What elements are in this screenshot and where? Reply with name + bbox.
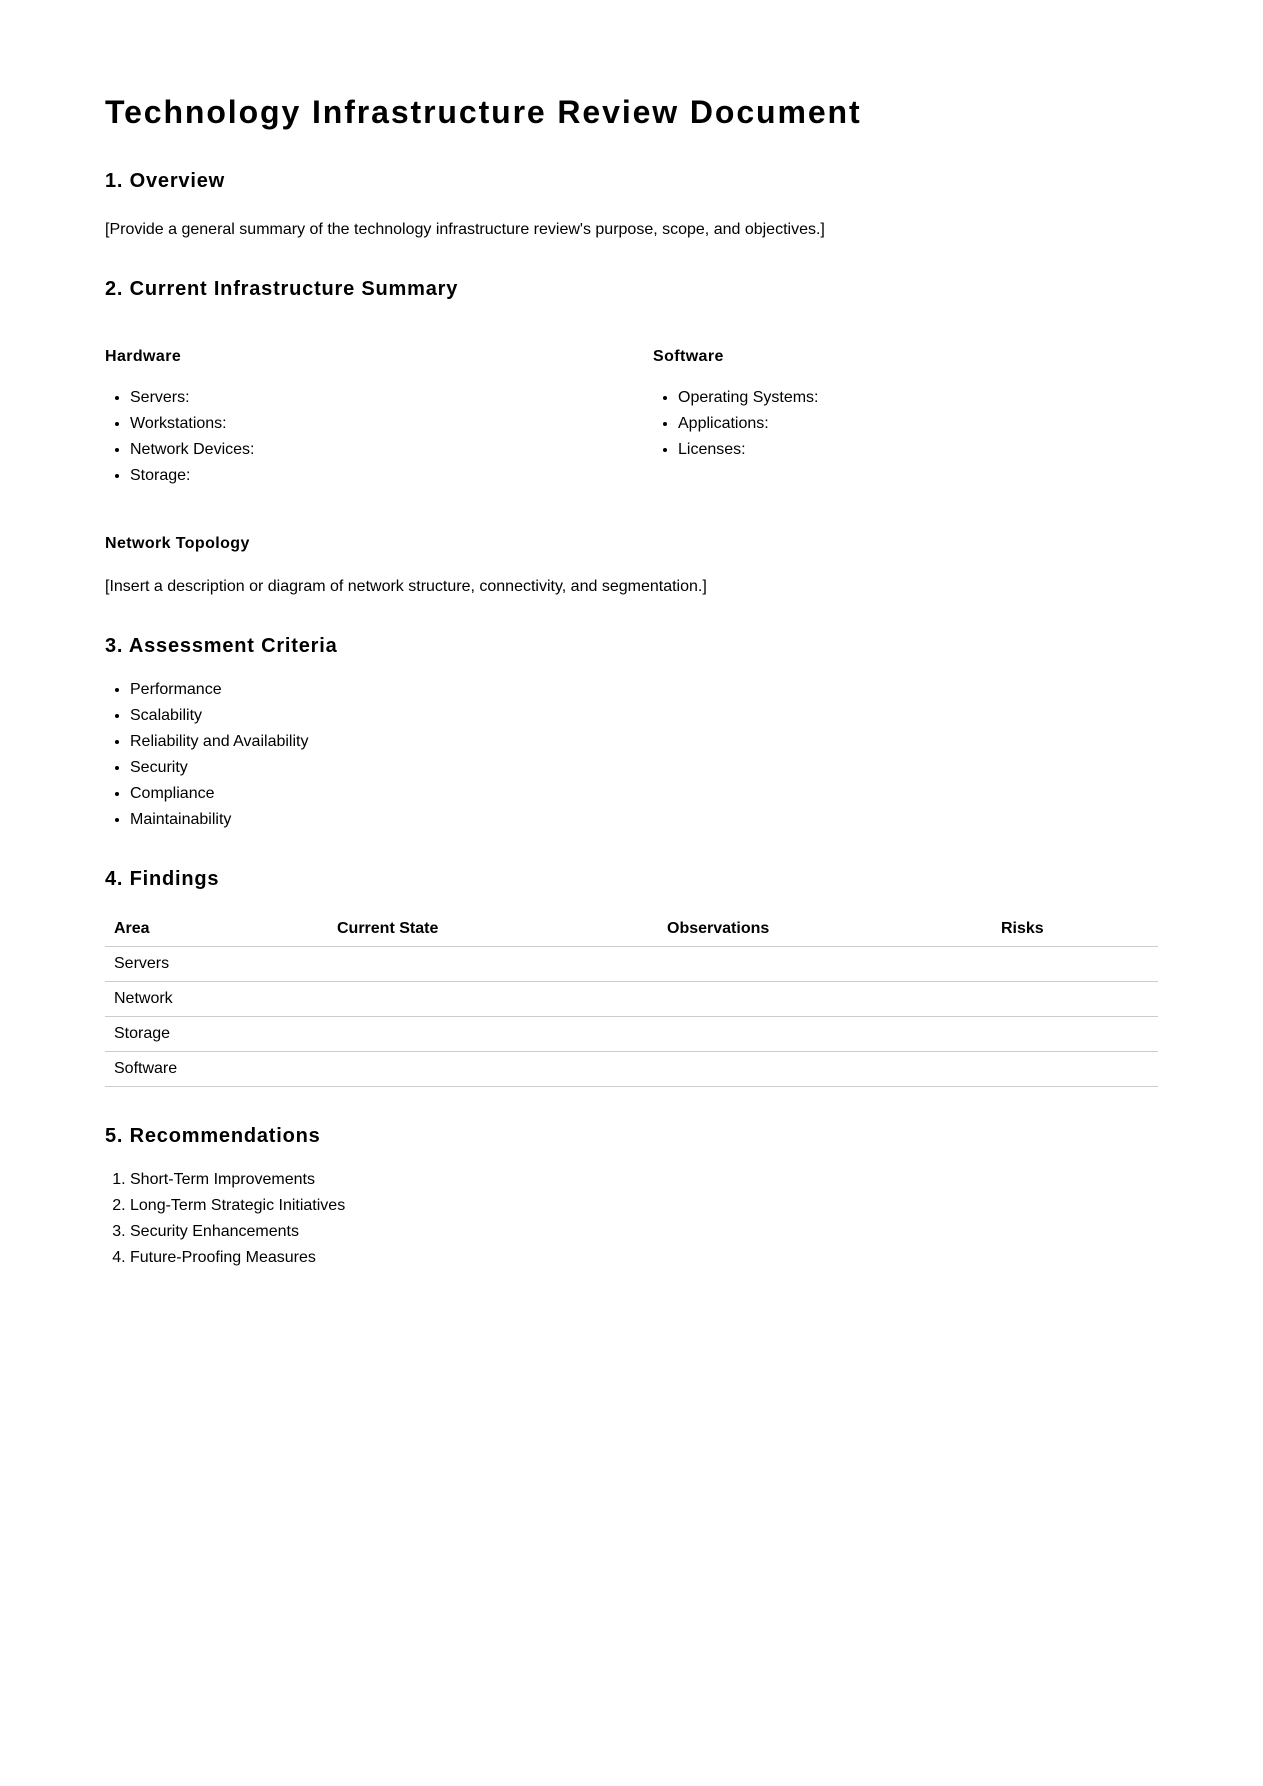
table-row xyxy=(105,946,1158,981)
list-item-security: • Security xyxy=(130,755,1158,781)
table-header-row xyxy=(105,911,1158,947)
cell-current-state xyxy=(328,1051,658,1086)
cell-observations xyxy=(658,981,992,1016)
section-recommendations xyxy=(105,1122,1158,1272)
column-header-observations: Observations xyxy=(658,911,992,947)
list-item-applications: • Applications: xyxy=(678,411,1158,437)
table-row xyxy=(105,981,1158,1016)
section-heading-recommendations: 5. Recommendations xyxy=(105,1124,321,1147)
section-overview xyxy=(105,167,1158,242)
list-item-short-term-improvements: 1. Short-Term Improvements xyxy=(130,1167,1158,1193)
cell-observations xyxy=(658,1016,992,1051)
cell-area: Servers xyxy=(105,946,328,981)
cell-risks xyxy=(992,981,1158,1016)
software-column xyxy=(653,345,1158,489)
software-list xyxy=(653,385,1158,463)
section-infrastructure-summary xyxy=(105,275,1158,599)
document-page xyxy=(105,0,1158,1271)
cell-current-state xyxy=(328,1016,658,1051)
cell-risks xyxy=(992,1016,1158,1051)
column-header-risks: Risks xyxy=(992,911,1158,947)
column-header-current-state: Current State xyxy=(328,911,658,947)
cell-risks xyxy=(992,1051,1158,1086)
list-item-storage: • Storage: xyxy=(130,463,610,489)
column-header-area: Area xyxy=(105,911,328,947)
list-item-network-devices: • Network Devices: xyxy=(130,437,610,463)
section-heading-overview: 1. Overview xyxy=(105,170,225,192)
subheading-hardware: Hardware xyxy=(105,347,182,365)
cell-observations xyxy=(658,946,992,981)
list-item-scalability: • Scalability xyxy=(130,703,1158,729)
table-row xyxy=(105,1016,1158,1051)
cell-risks xyxy=(992,946,1158,981)
network-topology-placeholder-text: [Insert a description or diagram of network structure, connectivity, and segmentation.] xyxy=(105,577,707,595)
overview-placeholder-text: [Provide a general summary of the technology infrastructure review's purpose, scope, and objectives.] xyxy=(105,220,825,238)
list-item-performance: • Performance xyxy=(130,677,1158,703)
list-item-operating-systems: • Operating Systems: xyxy=(678,385,1158,411)
section-heading-assessment-criteria: 3. Assessment Criteria xyxy=(105,634,338,657)
list-item-workstations: • Workstations: xyxy=(130,411,610,437)
cell-area: Software xyxy=(105,1051,328,1086)
list-item-future-proofing-measures: 4. Future-Proofing Measures xyxy=(130,1245,1158,1271)
list-item-servers: • Servers: xyxy=(130,385,610,411)
list-item-compliance: • Compliance xyxy=(130,781,1158,807)
list-item-reliability-availability: • Reliability and Availability xyxy=(130,729,1158,755)
hardware-list xyxy=(105,385,610,489)
section-heading-infrastructure-summary: 2. Current Infrastructure Summary xyxy=(105,278,459,300)
subheading-software: Software xyxy=(653,347,724,365)
list-item-licenses: • Licenses: xyxy=(678,437,1158,463)
cell-observations xyxy=(658,1051,992,1086)
list-item-maintainability: • Maintainability xyxy=(130,807,1158,833)
recommendations-list xyxy=(105,1167,1158,1271)
hardware-software-columns xyxy=(105,345,1158,489)
list-item-long-term-initiatives: 2. Long-Term Strategic Initiatives xyxy=(130,1193,1158,1219)
document-title: Technology Infrastructure Review Document xyxy=(105,94,862,130)
list-item-security-enhancements: 3. Security Enhancements xyxy=(130,1219,1158,1245)
cell-area: Network xyxy=(105,981,328,1016)
table-row xyxy=(105,1051,1158,1086)
section-assessment-criteria xyxy=(105,632,1158,834)
subheading-network-topology: Network Topology xyxy=(105,535,250,552)
section-heading-findings: 4. Findings xyxy=(105,867,220,890)
hardware-column xyxy=(105,345,610,489)
findings-table xyxy=(105,911,1158,1087)
cell-area: Storage xyxy=(105,1016,328,1051)
section-findings xyxy=(105,865,1158,1087)
criteria-list xyxy=(105,677,1158,833)
cell-current-state xyxy=(328,981,658,1016)
cell-current-state xyxy=(328,946,658,981)
